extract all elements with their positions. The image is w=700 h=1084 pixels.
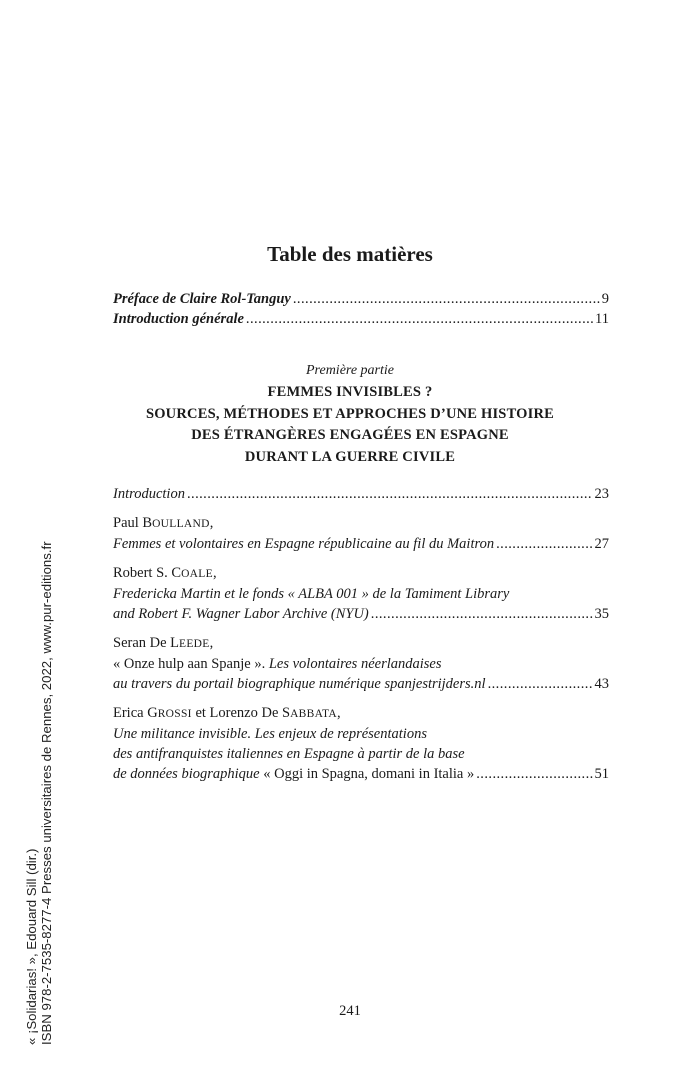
chapter-title-line-2: au travers du portail biographique numérique spanjestrijders.nl [113, 676, 486, 692]
chapter-title: Femmes et volontaires en Espagne républicaine au fil du Maitron [113, 536, 495, 552]
leader-dots [371, 604, 593, 624]
author-line: Paul BOULLAND, [113, 515, 214, 531]
toc-entry-title: Préface de Claire Rol-Tanguy [113, 291, 291, 307]
page-title: Table des matières [267, 242, 433, 266]
chapter-title-line-2: and Robert F. Wagner Labor Archive (NYU) [113, 606, 369, 622]
copyright-side-note [24, 541, 54, 1045]
side-note-line-2: ISBN 978-2-7535-8277-4 Presses universitaires de Rennes, 2022, www.pur-editions.fr [39, 541, 54, 1045]
part-heading [0, 360, 700, 468]
toc-entry-page: 9 [601, 291, 609, 307]
toc-entry-part-introduction[interactable] [113, 484, 609, 504]
chapter-title-line-1: Fredericka Martin et le fonds « ALBA 001 » de la Tamiment Library [113, 586, 510, 602]
toc-entry-preface[interactable] [113, 289, 609, 309]
chapter-title-row [113, 674, 609, 694]
chapter-title-line-2: des antifranquistes italiennes en Espagne à partir de la base [113, 746, 465, 762]
part-label: Première partie [306, 363, 394, 378]
page-number: 241 [339, 1003, 361, 1019]
toc-entry-de-leede[interactable] [113, 633, 609, 694]
side-note-line-1: « ¡Solidarias! », Edouard Sill (dir.) [24, 848, 39, 1045]
toc-entry-boulland[interactable] [113, 513, 609, 554]
leader-dots [187, 484, 593, 504]
chapter-title-line-1: Une militance invisible. Les enjeux de représentations [113, 726, 427, 742]
leader-dots [488, 674, 593, 694]
author-line: Seran De LEEDE, [113, 635, 214, 651]
toc-entry-page: 23 [594, 486, 609, 502]
author-line: Robert S. COALE, [113, 565, 217, 581]
author-line: Erica GROSSI et Lorenzo De SABBATA, [113, 705, 341, 721]
chapter-title-row [113, 604, 609, 624]
part-title-line-3: DES ÉTRANGÈRES ENGAGÉES EN ESPAGNE [191, 427, 509, 443]
chapter-title-line-1: « Onze hulp aan Spanje ». Les volontaires néerlandaises [113, 656, 442, 672]
leader-dots [246, 309, 593, 329]
part-title-line-4: DURANT LA GUERRE CIVILE [244, 448, 456, 465]
leader-dots [476, 764, 592, 784]
chapter-title-row [113, 534, 609, 554]
toc-entry-title: Introduction [113, 486, 185, 502]
toc-entry-grossi-de-sabbata[interactable] [113, 703, 609, 784]
chapter-title-line-3: de données biographique « Oggi in Spagna, domani in Italia » [113, 766, 475, 782]
leader-dots [496, 534, 592, 554]
toc-entry-coale[interactable] [113, 563, 609, 624]
toc-entry-page: 35 [594, 606, 609, 622]
toc-entry-page: 43 [594, 676, 609, 692]
toc-entry-page: 51 [594, 766, 609, 782]
toc-entry-introduction-generale[interactable] [113, 309, 609, 329]
chapter-title-row [113, 764, 609, 784]
toc-entry-page: 27 [594, 536, 609, 552]
toc-entry-title: Introduction générale [113, 311, 244, 327]
leader-dots [293, 289, 600, 309]
front-matter-list [113, 289, 609, 329]
part-title-line-1: FEMMES INVISIBLES ? [267, 384, 433, 400]
part-title-line-2: SOURCES, MÉTHODES ET APPROCHES D’UNE HISTOIRE [145, 405, 555, 422]
part-contents-list [113, 484, 609, 793]
toc-entry-page: 11 [595, 311, 609, 327]
